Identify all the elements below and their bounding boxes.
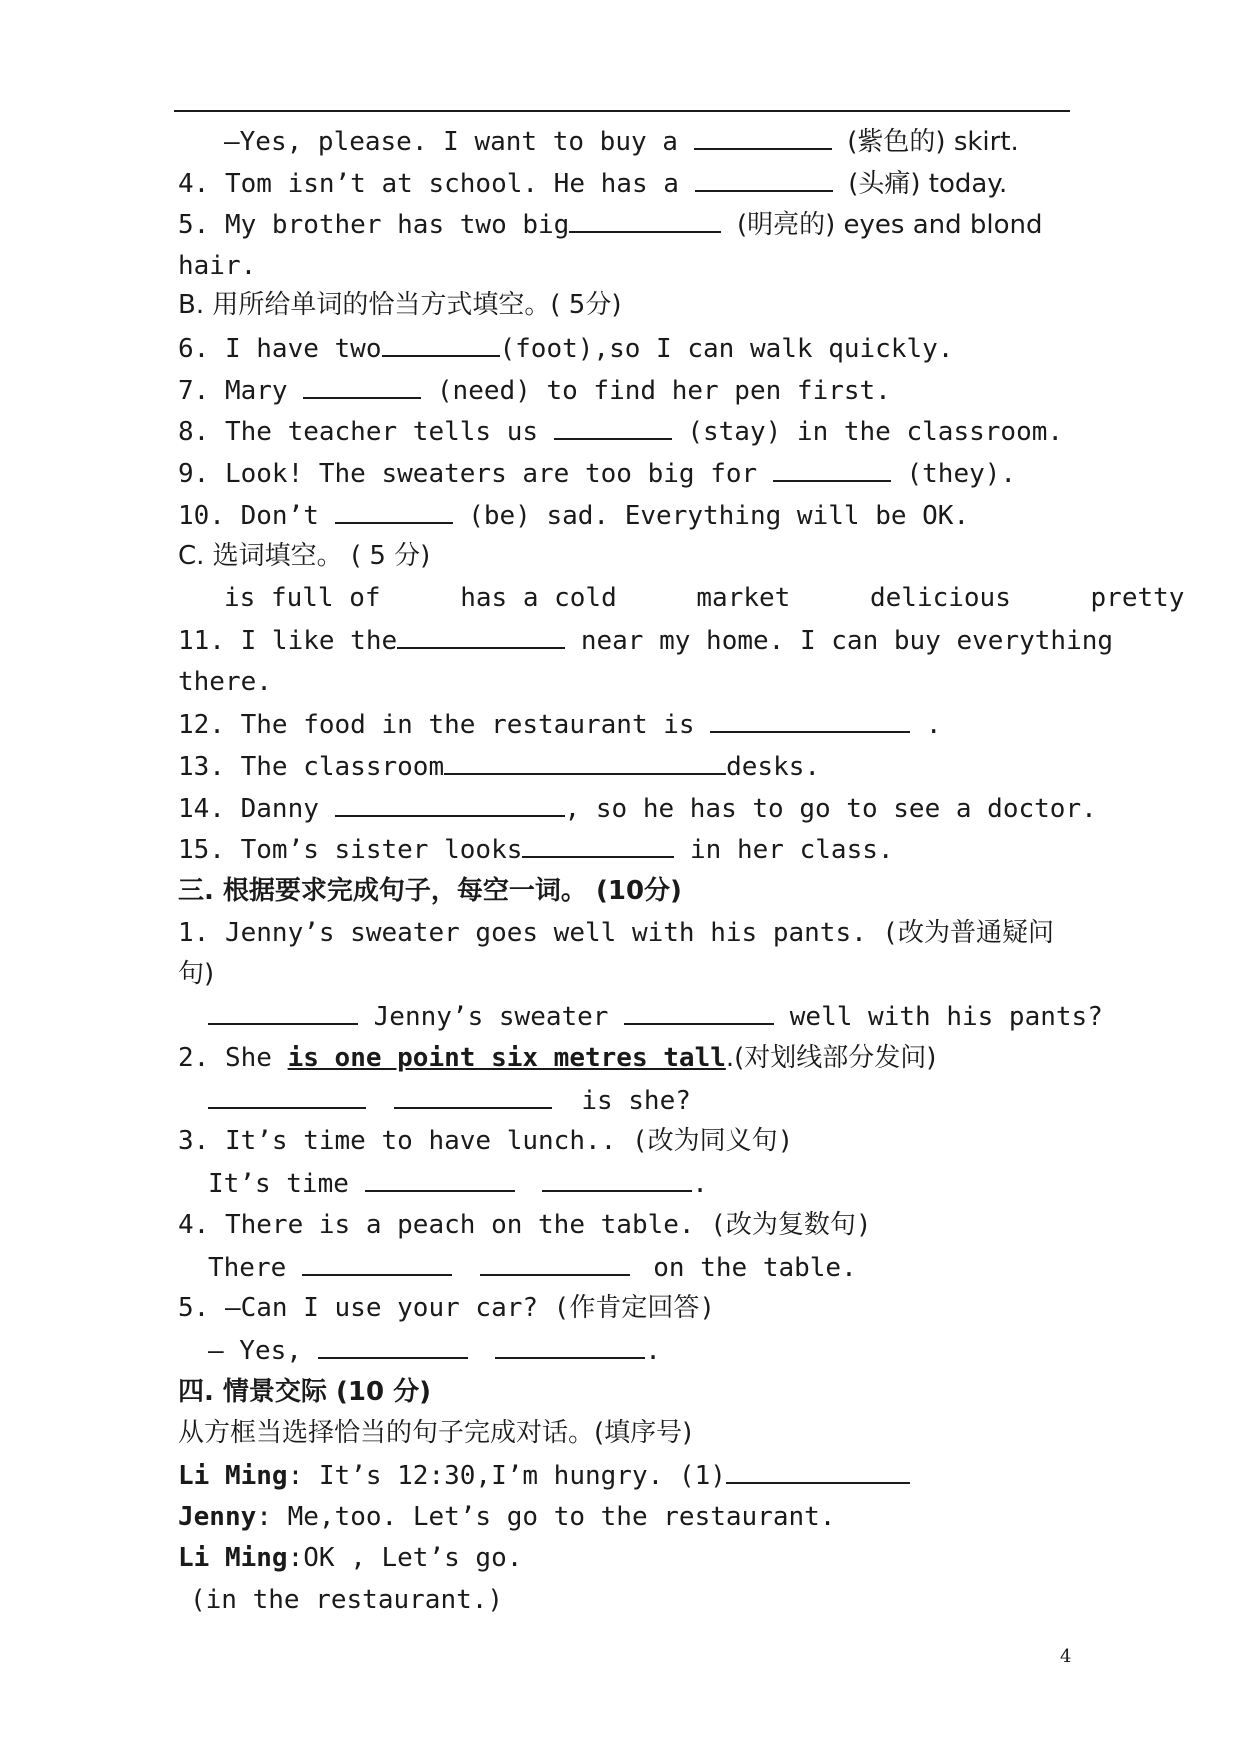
line-q11-cont: there. (178, 667, 272, 697)
line-q7: 7. Mary (need) to find her pen first. (178, 373, 891, 408)
word-bank (224, 581, 1184, 615)
blank-r5a[interactable] (318, 1333, 468, 1359)
word-bank-item: market (696, 583, 791, 613)
dialogue-line-2: Jenny: Me,too. Let’s go to the restaurant. (178, 1502, 836, 1532)
line-q4: 4. Tom isn’t at school. He has a (头痛) today. (178, 166, 1007, 201)
line-q11: 11. I like the near my home. I can buy everything (178, 623, 1113, 658)
line-q15: 15. Tom’s sister looks in her class. (178, 832, 894, 867)
rewrite-3-answer: It’s time . (208, 1166, 708, 1201)
blank-r4b[interactable] (480, 1250, 630, 1276)
word-bank-item: has a cold (460, 583, 617, 613)
line-q12: 12. The food in the restaurant is . (178, 707, 942, 742)
blank-q14[interactable] (335, 791, 565, 817)
blank-r3b[interactable] (542, 1166, 692, 1192)
rewrite-4-answer: There on the table. (208, 1250, 857, 1285)
header-rule (174, 110, 1070, 112)
line-q10: 10. Don’t (be) sad. Everything will be OK. (178, 498, 969, 533)
word-bank-item: is full of (224, 583, 381, 613)
speaker-name: Li Ming (178, 1543, 288, 1573)
blank-q7[interactable] (303, 373, 421, 399)
blank-q6[interactable] (382, 331, 500, 357)
line-q5-cont: hair. (178, 251, 257, 281)
blank-r2a[interactable] (208, 1083, 366, 1109)
section-b-title: B. 用所给单词的恰当方式填空。( 5分) (178, 290, 622, 320)
rewrite-4: 4. There is a peach on the table. (改为复数句) (178, 1210, 872, 1240)
blank-d1[interactable] (726, 1458, 910, 1484)
word-bank-item: delicious (869, 583, 1011, 613)
word-bank-item: pretty (1090, 583, 1185, 613)
line-q14: 14. Danny , so he has to go to see a doctor. (178, 791, 1097, 826)
section-3-title: 三. 根据要求完成句子，每空一词。 (10分) (178, 876, 682, 906)
blank-q12[interactable] (710, 707, 910, 733)
rewrite-5: 5. —Can I use your car? (作肯定回答) (178, 1293, 715, 1323)
line-q5: 5. My brother has two big (明亮的) eyes and blond (178, 207, 1043, 242)
section-4-title: 四. 情景交际 (10 分) (178, 1377, 431, 1407)
rewrite-1-answer: Jenny’s sweater well with his pants? (208, 999, 1103, 1034)
blank-q15[interactable] (522, 832, 674, 858)
blank-q3[interactable] (694, 124, 832, 150)
section-c-title: C. 选词填空。 ( 5 分) (178, 541, 431, 571)
rewrite-2: 2. She is one point six metres tall.(对划线部分发问) (178, 1043, 937, 1073)
dialogue-scene-note: (in the restaurant.) (190, 1585, 504, 1615)
dialogue-line-1: Li Ming: It’s 12:30,I’m hungry. (1) (178, 1458, 910, 1493)
underlined-phrase: is one point six metres tall (287, 1043, 726, 1073)
blank-r1b[interactable] (624, 999, 774, 1025)
blank-q10[interactable] (335, 498, 453, 524)
speaker-name: Jenny (178, 1502, 257, 1532)
blank-q11[interactable] (397, 623, 565, 649)
rewrite-2-answer: is she? (208, 1083, 691, 1118)
line-q9: 9. Look! The sweaters are too big for (they). (178, 456, 1016, 491)
blank-r1a[interactable] (208, 999, 358, 1025)
blank-q4[interactable] (695, 166, 833, 192)
dialogue-instructions: 从方框当选择恰当的句子完成对话。(填序号) (178, 1418, 693, 1448)
line-q8: 8. The teacher tells us (stay) in the classroom. (178, 414, 1063, 449)
line-q3-answer: —Yes, please. I want to buy a (紫色的) skirt. (224, 124, 1019, 159)
blank-r4a[interactable] (302, 1250, 452, 1276)
page-number: 4 (1060, 1646, 1072, 1667)
blank-q5[interactable] (569, 207, 721, 233)
blank-q9[interactable] (773, 456, 891, 482)
rewrite-5-answer: — Yes, . (208, 1333, 661, 1368)
blank-q13[interactable] (444, 749, 726, 775)
blank-q8[interactable] (554, 414, 672, 440)
line-q13: 13. The classroom desks. (178, 749, 820, 784)
rewrite-3: 3. It’s time to have lunch.. (改为同义句) (178, 1126, 794, 1156)
rewrite-1: 1. Jenny’s sweater goes well with his pants. (改为普通疑问 (178, 918, 1055, 948)
dialogue-line-3: Li Ming:OK , Let’s go. (178, 1543, 523, 1573)
blank-r5b[interactable] (495, 1333, 645, 1359)
blank-r3a[interactable] (365, 1166, 515, 1192)
rewrite-1-cont: 句) (178, 959, 215, 989)
blank-r2b[interactable] (394, 1083, 552, 1109)
line-q6: 6. I have two (foot),so I can walk quickly. (178, 331, 953, 366)
speaker-name: Li Ming (178, 1461, 288, 1491)
